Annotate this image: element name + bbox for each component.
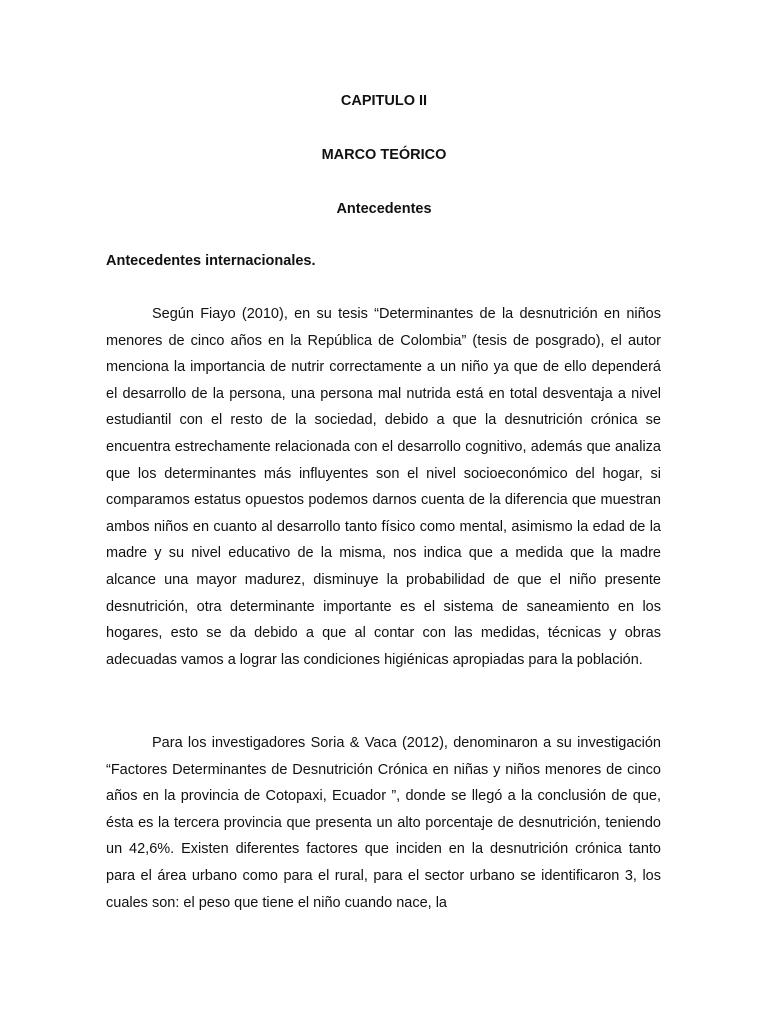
paragraph-fiayo: Según Fiayo (2010), en su tesis “Determinantes de la desnutrición en niños menores de cinco años en la República de Colombia” (tesis de posgrado), el autor menciona la importancia de nutrir correctamente a un niño ya que de ello dependerá el desarrollo de la persona, una persona mal nutrida está en total desventaja a nivel estudiantil con el resto de la sociedad, debido a que la desnutrición crónica se encuentra estrechamente relacionada con el desarrollo cognitivo, además que analiza que los determinantes más influyentes son el nivel socioeconómico del hogar, si comparamos estatus opuestos podemos darnos cuenta de la diferencia que muestran ambos niños en cuanto al desarrollo tanto físico como mental, asimismo la edad de la madre y su nivel educativo de la misma, nos indica que a medida que la madre alcance una mayor madurez, disminuye la probabilidad de que el niño presente desnutrición, otra determinante importante es el sistema de saneamiento en los hogares, esto se da debido a que al contar con las medidas, técnicas y obras adecuadas vamos a lograr las condiciones higiénicas apropiadas para la población. (106, 306, 661, 668)
paragraph-soria-vaca: Para los investigadores Soria & Vaca (2012), denominaron a su investigación “Factores Determinantes de Desnutrición Crónica en niñas y niños menores de cinco años en la provincia de Cotopaxi, Ecuador ”, donde se llegó a la conclusión de que, ésta es la tercera provincia que presenta un alto porcentaje de desnutrición, teniendo un 42,6%. Existen diferentes factores que inciden en la desnutrición crónica tanto para el área urbano como para el rural, para el sector urbano se identificaron 3, los cuales son: el peso que tiene el niño cuando nace, la (106, 735, 661, 911)
sub-subsection-title: Antecedentes internacionales. (106, 253, 316, 269)
subsection-title: Antecedentes (336, 201, 432, 217)
chapter-title: CAPITULO II (340, 93, 428, 109)
section-title: MARCO TEÓRICO (321, 147, 447, 163)
